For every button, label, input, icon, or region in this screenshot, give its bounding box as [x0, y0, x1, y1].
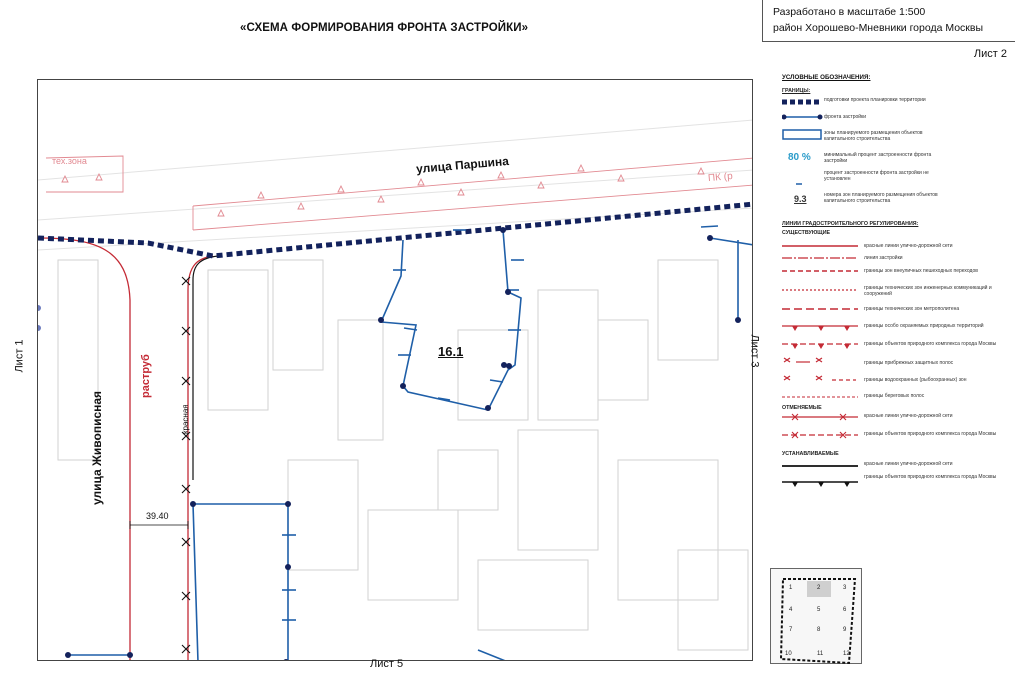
scale-line: Разработано в масштабе 1:500	[773, 6, 926, 18]
pk-zone-label: ПК (р	[707, 170, 734, 185]
planning-boundary	[38, 204, 753, 256]
index-cell: 11	[817, 651, 824, 657]
dimension-line	[130, 521, 188, 529]
sheet-label-bottom[interactable]: Лист 5	[370, 658, 404, 670]
legend-lines-head: ЛИНИИ ГРАДОСТРОИТЕЛЬНОГО РЕГУЛИРОВАНИЯ:	[782, 221, 919, 227]
index-cell: 9	[843, 627, 847, 633]
district-line: район Хорошево-Мневники города Москвы	[773, 22, 984, 34]
red-lines	[38, 238, 213, 661]
legend-existing-head: СУЩЕСТВУЮЩИЕ	[782, 230, 831, 236]
legend-item-text: фронта застройки	[824, 114, 867, 120]
legend-existing-symbols	[782, 238, 862, 418]
sheet-number: Лист 2	[973, 48, 1007, 60]
legend-percent-symbol: 80 %	[788, 152, 811, 163]
building-footprints	[58, 260, 748, 650]
legend-zone-number-symbol: 9.3	[794, 194, 807, 204]
legend-existing-item: границы особо охраняемых природных территорий	[864, 323, 984, 329]
legend-item-text: процент застроенности фронта застройки не установлен	[824, 170, 929, 182]
legend-borders-head: ГРАНИЦЫ:	[782, 88, 811, 94]
map-frame[interactable]	[37, 79, 753, 661]
legend-item-text: минимальный процент застроенности фронта застройки	[824, 152, 932, 164]
legend-existing-item: красные линии улично-дорожной сети	[864, 243, 953, 249]
legend-existing-item: границы объектов природного комплекса города Москвы	[864, 341, 997, 347]
legend-border-symbols	[782, 96, 826, 206]
red-line-label: красная	[181, 404, 190, 434]
legend-panel	[766, 68, 1008, 563]
index-cell: 6	[843, 607, 847, 613]
legend-established-item: красные линии улично-дорожной сети	[864, 461, 953, 467]
legend-existing-item: линия застройки	[864, 255, 903, 261]
technical-zone	[46, 153, 753, 230]
index-cell: 10	[785, 651, 792, 657]
legend-established-head: УСТАНАВЛИВАЕМЫЕ	[782, 451, 839, 457]
dimension-value: 39.40	[146, 511, 169, 521]
street-label-zhivopisnaya: улица Живописная	[90, 390, 104, 505]
frontage-nodes	[38, 227, 741, 661]
page-title: «СХЕМА ФОРМИРОВАНИЯ ФРОНТА ЗАСТРОЙКИ»	[240, 22, 529, 34]
legend-cancelled-item: границы объектов природного комплекса города Москвы	[864, 431, 997, 437]
index-cell: 12	[843, 651, 850, 657]
legend-existing-item: границы водоохранных (рыбоохранных) зон	[864, 377, 967, 383]
index-cell: 1	[789, 585, 793, 591]
legend-item-text: зоны планируемого размещения объектов капитального строительства	[824, 130, 923, 142]
index-cell: 5	[817, 607, 821, 613]
legend-existing-item: границы прибрежных защитных полос	[864, 360, 954, 366]
legend-existing-item: границы береговых полос	[864, 393, 925, 399]
index-cell-current: 2	[817, 585, 821, 591]
legend-item-text: номера зон планируемого размещения объектов капитального строительства	[824, 192, 938, 204]
legend-item-text: подготовки проекта планировки территории	[824, 97, 926, 103]
pipe-label: раструб	[140, 354, 152, 398]
legend-cancelled-head: ОТМЕНЯЕМЫЕ	[782, 405, 822, 411]
index-cell: 7	[789, 627, 793, 633]
tech-zone-label: тех.зона	[52, 156, 87, 166]
legend-established-item: границы объектов природного комплекса города Москвы	[864, 474, 997, 480]
index-cell: 8	[817, 627, 821, 633]
legend-title: УСЛОВНЫЕ ОБОЗНАЧЕНИЯ:	[782, 74, 871, 81]
legend-cancelled-symbols	[782, 411, 862, 441]
building-line	[193, 256, 218, 480]
index-cell: 4	[789, 607, 793, 613]
sheet-index-map[interactable]	[770, 568, 862, 664]
cancelled-crosses	[182, 277, 190, 653]
legend-existing-item: границы технических зон инженерных коммуникаций и сооружений	[864, 285, 992, 297]
sheet-label-left[interactable]: Лист 1	[13, 339, 26, 373]
legend-cancelled-item: красные линии улично-дорожной сети	[864, 413, 953, 419]
street-label-parshina: улица Паршина	[415, 153, 510, 177]
index-cell: 3	[843, 585, 847, 591]
legend-existing-item: границы технических зон метрополитена	[864, 306, 960, 312]
legend-established-symbols	[782, 458, 862, 488]
sheet-label-right[interactable]: Лист 3	[748, 334, 761, 368]
frontage-lines	[68, 230, 753, 661]
legend-existing-item: границы зон внеуличных пешеходных переходов	[864, 268, 978, 274]
frontage-ticks	[282, 226, 718, 620]
scale-info-box	[762, 0, 1015, 42]
parcel-number[interactable]: 16.1	[438, 344, 464, 359]
road-hints	[38, 120, 753, 250]
